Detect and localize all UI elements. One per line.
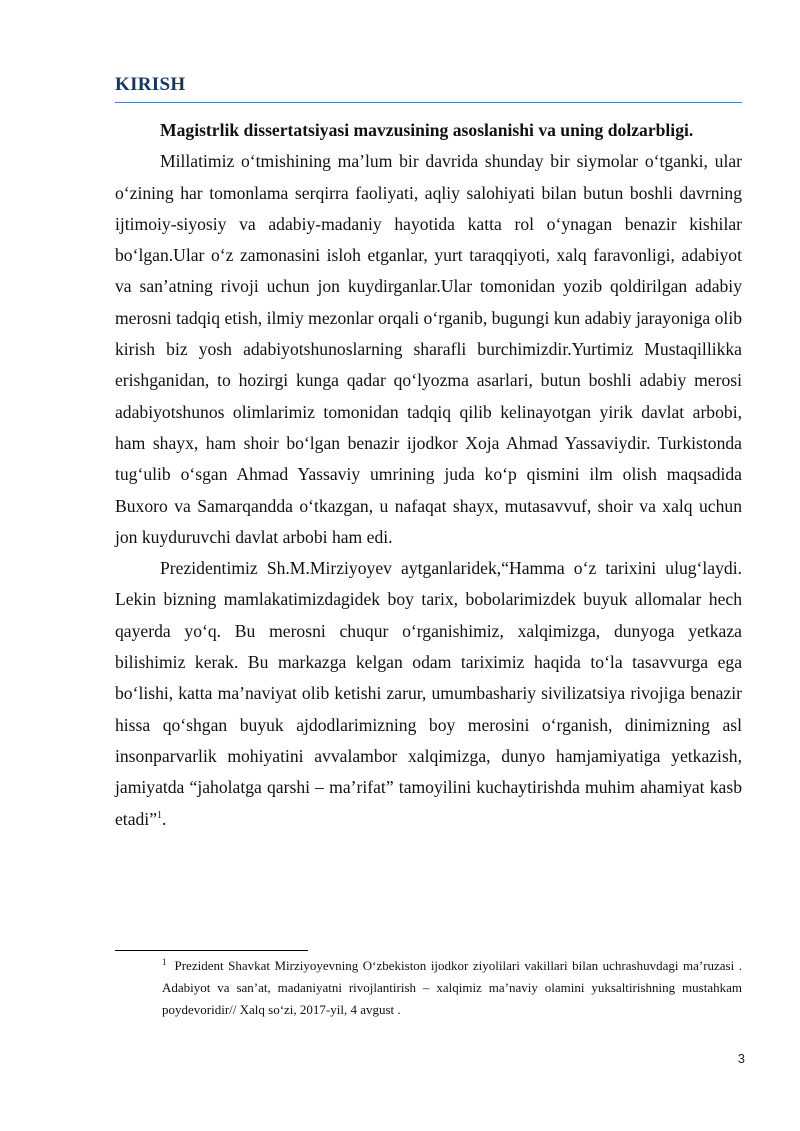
section-heading: KIRISH (115, 74, 186, 95)
footnote-entry (115, 955, 742, 1021)
footnote-separator (115, 950, 308, 951)
paragraph-2-end: . (162, 808, 167, 829)
footnote-reference[interactable]: 1 (157, 809, 162, 821)
paragraph-2-text: Prezidentimiz Sh.M.Mirziyoyev aytganlaridek,“Hamma o‘z tarixini ulug‘laydi. Lekin bizning mamlakatimizdagidek boy tarix, bobolarimizdek buyuk allomalar hech qayerda yo‘q. Bu merosni chuqur o‘rganishimiz, xalqimizga, dunyoga yetkaza bilishimiz kerak. Bu markazga kelgan odam tariximiz haqida to‘la tasavvurga ega bo‘lishi, katta ma’naviyat olib ketishi zarur, umumbashariy sivilizatsiya rivojiga benazir hissa qo‘shgan buyuk ajdodlarimizning boy merosini o‘rganish, dinimizning asl insonparvarlik mohiyatini avvalambor xalqimizga, dunyo hamjamiyatiga yetkazish, jamiyatda “jaholatga qarshi – ma’rifat” tamoyilini kuchaytirishda muhim ahamiyat kasb etadi” (115, 558, 742, 829)
page-number: 3 (737, 1051, 745, 1066)
paragraph-1: Millatimiz o‘tmishining ma’lum bir davrida shunday bir siymolar o‘tganki, ular o‘zining har tomonlama serqirra faoliyati, aqliy salohiyati bilan butun boshli davrning ijtimoiy-siyosiy va adabiy-madaniy hayotida katta rol o‘ynagan benazir kishilar bo‘lgan.Ular o‘z zamonasini isloh etganlar, yurt taraqqiyoti, xalq faravonligi, adabiyot va san’atning rivoji uchun jon kuydirganlar.Ular tomonidan yozib qoldirilgan adabiy merosni tadqiq etish, ilmiy mezonlar orqali o‘rganib, bugungi kun adabiy jarayoniga olib kirish biz yosh adabiyotshunoslarning sharafli burchimizdir.Yurtimiz Mustaqillikka erishganidan, to hozirgi kunga qadar qo‘lyozma asarlari, butun boshli adabiy merosi adabiyotshunos olimlarimiz tomonidan tadqiq qilib kelinayotgan yirik davlat arbobi, ham shayx, ham shoir bo‘lgan benazir ijodkor Xoja Ahmad Yassaviydir. Turkistonda tug‘ulib o‘sgan Ahmad Yassaviy umrining juda ko‘p qismini ilm olish maqsadida Buxoro va Samarqandda o‘tkazgan, u nafaqat shayx, mutasavvuf, shoir va xalq uchun jon kuyduruvchi davlat arbobi ham edi. (115, 151, 742, 547)
body-text (115, 115, 742, 835)
paragraph-2 (115, 553, 742, 835)
footnote-number: 1 (162, 956, 167, 967)
footnote-text: Prezident Shavkat Mirziyoyevning O‘zbekiston ijodkor ziyolilari vakillari bilan uchrashuvdagi ma’ruzasi . Adabiyot va san’at, madaniyatni rivojlantirish – xalqimiz ma’naviy olamini yuksaltirishning mustahkam poydevoridir// Xalq so‘zi, 2017-yil, 4 avgust . (162, 958, 742, 1017)
section-subtitle: Magistrlik dissertatsiyasi mavzusining asoslanishi va uning dolzarbligi. (160, 120, 694, 140)
heading-divider (115, 102, 742, 103)
footnote (115, 955, 742, 1021)
